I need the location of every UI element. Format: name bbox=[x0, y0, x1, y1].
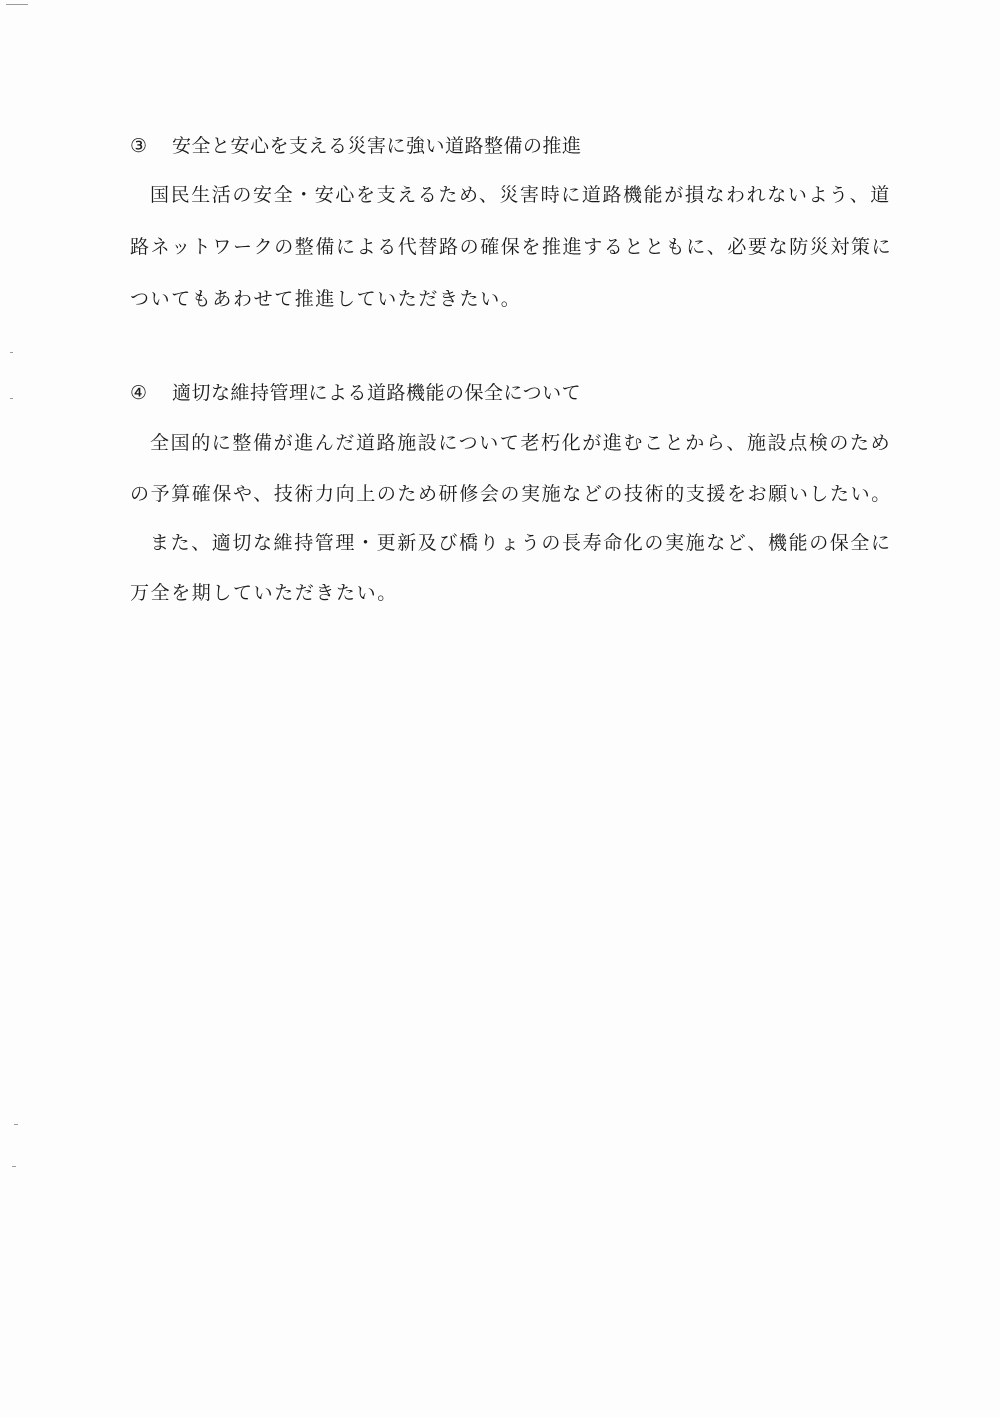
section-3-title: 安全と安心を支える災害に強い道路整備の推進 bbox=[172, 135, 582, 157]
scan-mark bbox=[12, 1166, 16, 1167]
scan-mark bbox=[6, 4, 28, 5]
scan-mark bbox=[10, 398, 13, 399]
section-3-number: ③ bbox=[130, 135, 148, 157]
scan-mark bbox=[10, 352, 13, 353]
section-4-paragraph-line: 万全を期していただきたい。 bbox=[130, 582, 398, 604]
section-3-heading bbox=[130, 131, 582, 158]
section-3-paragraph-line: 国民生活の安全・安心を支えるため、災害時に道路機能が損なわれないよう、道 bbox=[150, 184, 891, 206]
section-3-paragraph-line: 路ネットワークの整備による代替路の確保を推進するとともに、必要な防災対策に bbox=[130, 236, 893, 258]
section-4-title: 適切な維持管理による道路機能の保全について bbox=[172, 382, 582, 404]
scan-mark bbox=[14, 1124, 18, 1125]
section-4-number: ④ bbox=[130, 382, 148, 404]
section-4-paragraph-line: の予算確保や、技術力向上のため研修会の実施などの技術的支援をお願いしたい。 bbox=[130, 483, 892, 505]
section-4-heading bbox=[130, 378, 581, 405]
section-4-paragraph-line: また、適切な維持管理・更新及び橋りょうの長寿命化の実施など、機能の保全に bbox=[150, 532, 892, 554]
section-3-paragraph-line: ついてもあわせて推進していただきたい。 bbox=[130, 288, 522, 310]
section-4-paragraph-line: 全国的に整備が進んだ道路施設について老朽化が進むことから、施設点検のため bbox=[150, 432, 892, 454]
